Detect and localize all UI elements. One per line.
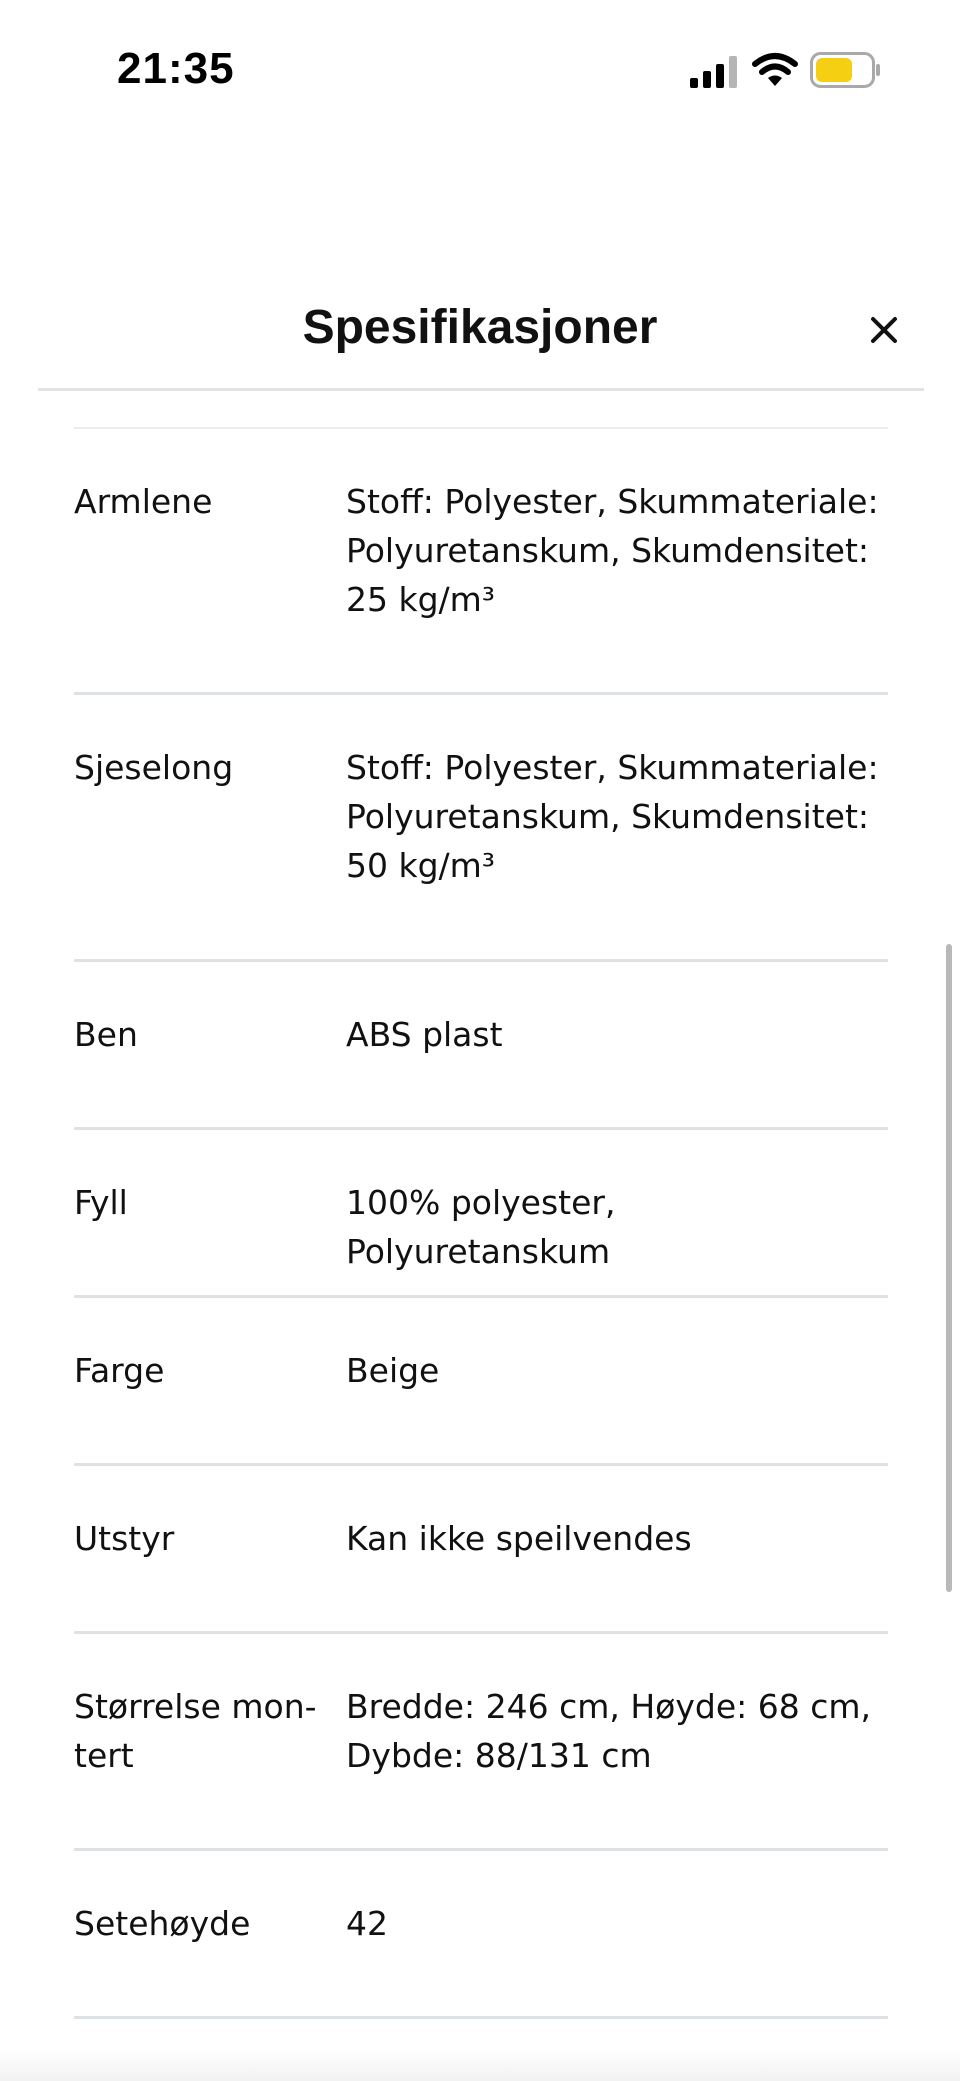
spec-label: Ben (74, 1015, 138, 1054)
spec-label: Fyll (74, 1183, 128, 1222)
battery-icon (810, 52, 882, 88)
spec-row-utstyr (74, 1466, 888, 1634)
sheet-header (0, 280, 960, 390)
spec-row-setehoyde (74, 1851, 888, 2019)
scrollbar[interactable] (946, 944, 952, 1592)
spec-row-fyll (74, 1130, 888, 1298)
spec-value: Stoff: Polyester, Skummateriale: Polyuretanskum, Skumdensitet: 50 kg/m³ (346, 748, 879, 885)
spec-value: 100% polyester, Polyuretanskum (346, 1183, 616, 1271)
spec-list (74, 429, 888, 2019)
spec-label: Utstyr (74, 1519, 175, 1558)
spec-content[interactable] (0, 392, 960, 2052)
bottom-fade (0, 2049, 960, 2081)
status-bar (0, 0, 960, 140)
spec-row-farge (74, 1298, 888, 1466)
spec-row-ben (74, 962, 888, 1130)
spec-label: Armlene (74, 482, 213, 521)
close-icon (869, 315, 899, 345)
spec-value: Beige (346, 1351, 440, 1390)
page-title: Spesifikasjoner (302, 301, 658, 354)
spec-row-storrelse-montert (74, 1634, 888, 1851)
spec-row-sjeselong (74, 695, 888, 962)
status-time: 21:35 (117, 44, 235, 93)
spec-value: Stoff: Polyester, Skummateriale: Polyuretanskum, Skumdensitet: 25 kg/m³ (346, 482, 879, 619)
spec-value: Kan ikke speilvendes (346, 1519, 692, 1558)
battery-level (816, 58, 852, 82)
spec-row-armlene (74, 429, 888, 695)
spec-label: Sjeselong (74, 748, 234, 787)
header-divider (38, 388, 924, 391)
cellular-signal-icon (690, 56, 738, 88)
spec-value: 42 (346, 1904, 388, 1943)
spec-value: ABS plast (346, 1015, 503, 1054)
spec-label: Farge (74, 1351, 165, 1390)
spec-value: Bredde: 246 cm, Høyde: 68 cm, Dybde: 88/131 cm (346, 1687, 871, 1775)
spec-label: Setehøyde (74, 1904, 251, 1943)
close-button[interactable] (860, 306, 908, 354)
spec-label: Størrelse mon-tert (74, 1687, 317, 1775)
wifi-icon (752, 52, 798, 88)
